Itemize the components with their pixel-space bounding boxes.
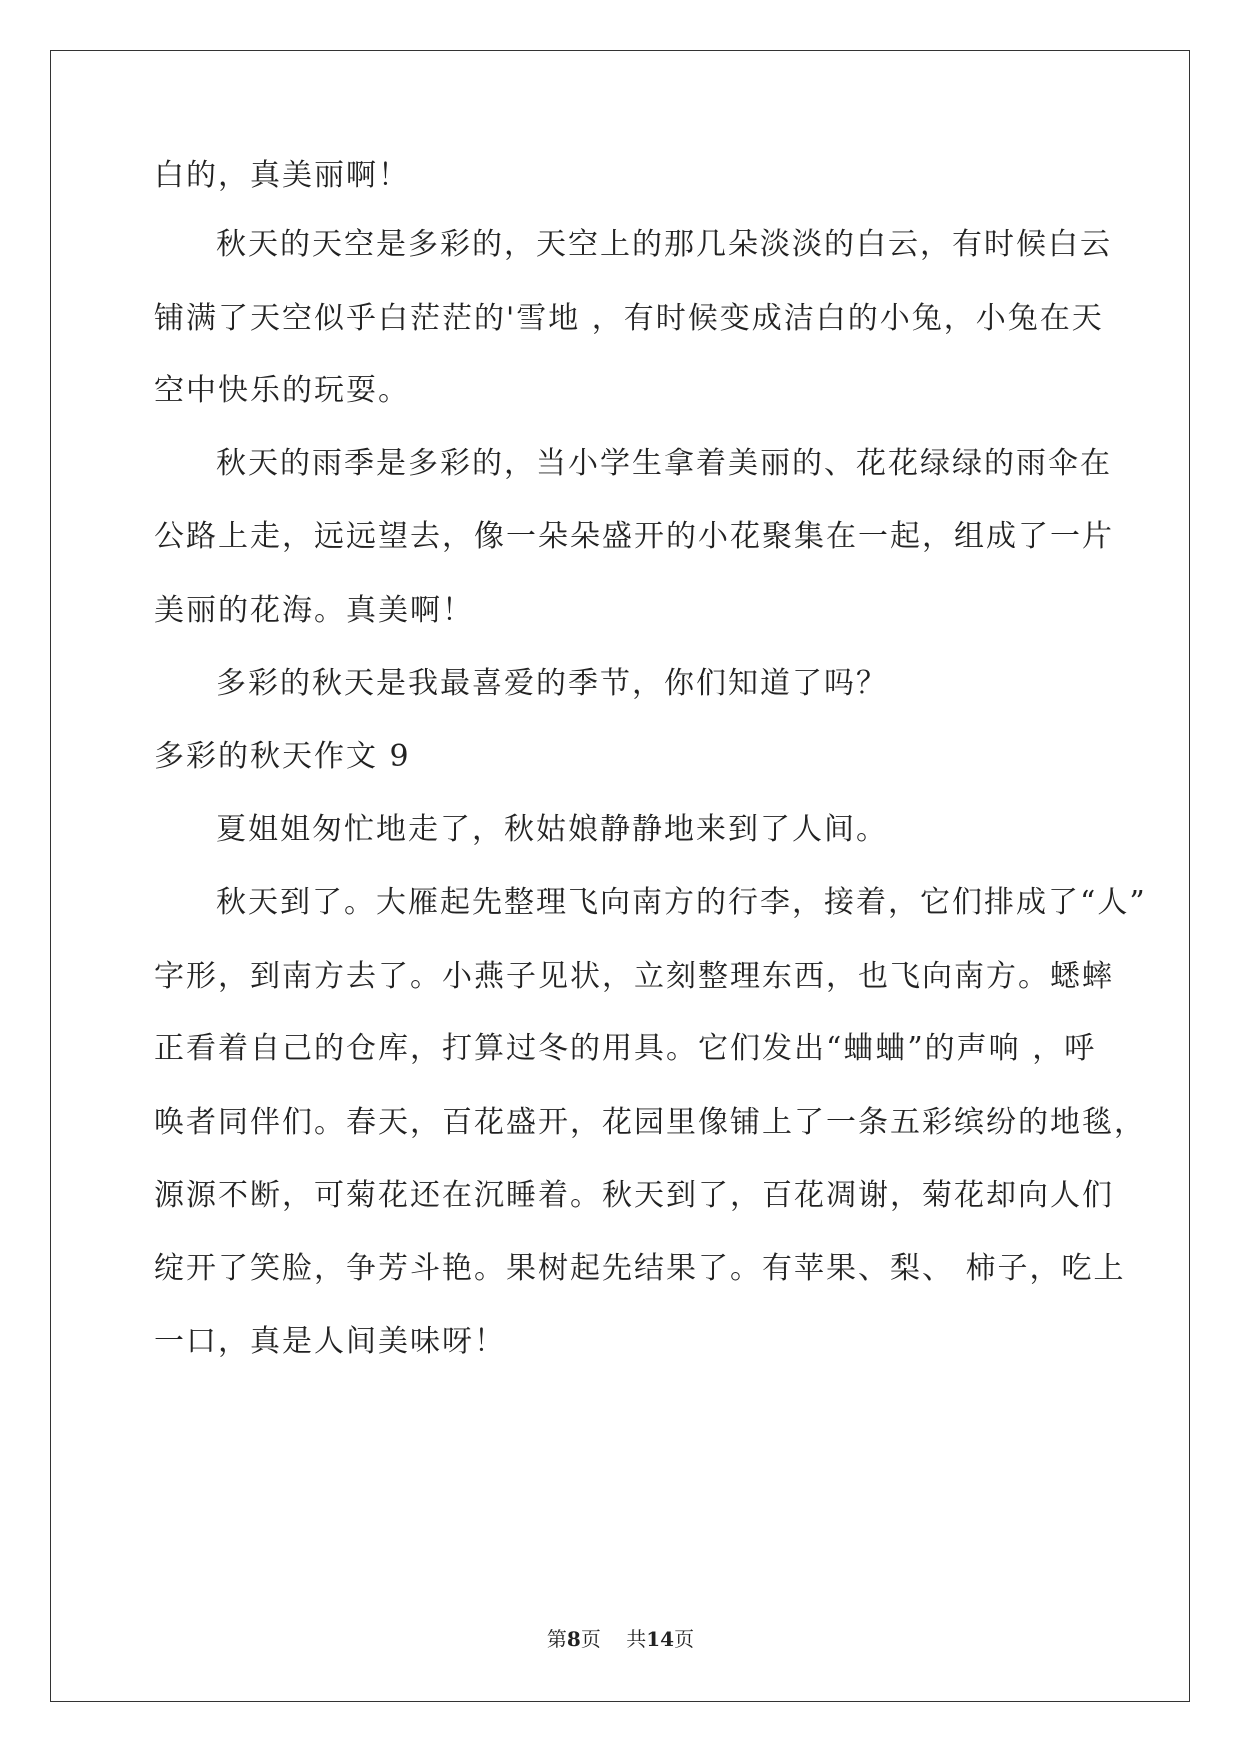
page-number: 8 — [566, 1627, 581, 1651]
total-pages-suffix: 页 — [674, 1627, 695, 1651]
text-line: 绽开了笑脸，争芳斗艳。果树起先结果了。有苹果、梨、 柿子，吃上 — [154, 1251, 1126, 1286]
text-line: 多彩的秋天是我最喜爱的季节，你们知道了吗？ — [216, 666, 888, 701]
text-line: 秋天到了。大雁起先整理飞向南方的行李，接着，它们排成了“人” — [216, 885, 1147, 920]
text-line: 白的，真美丽啊！ — [154, 158, 410, 193]
text-line: 秋天的天空是多彩的，天空上的那几朵淡淡的白云，有时候白云 — [216, 227, 1112, 262]
text-line: 空中快乐的玩耍。 — [154, 373, 410, 408]
text-line: 秋天的雨季是多彩的，当小学生拿着美丽的、花花绿绿的雨伞在 — [216, 446, 1112, 481]
text-line: 字形，到南方去了。小燕子见状，立刻整理东西，也飞向南方。蟋蟀 — [154, 959, 1114, 994]
text-line: 正看着自己的仓库，打算过冬的用具。它们发出“蛐蛐”的声响 ，呼 — [154, 1031, 1097, 1066]
text-line: 公路上走，远远望去，像一朵朵盛开的小花聚集在一起，组成了一片 — [154, 519, 1114, 554]
total-pages: 14 — [646, 1627, 675, 1651]
page-border — [50, 50, 1190, 1702]
text-line: 美丽的花海。真美啊！ — [154, 593, 474, 628]
page-footer — [0, 1627, 1241, 1651]
text-line: 唤者同伴们。春天，百花盛开，花园里像铺上了一条五彩缤纷的地毯， — [154, 1105, 1146, 1140]
text-line: 一口，真是人间美味呀！ — [154, 1324, 506, 1359]
text-line: 铺满了天空似乎白茫茫的'雪地 ，有时候变成洁白的小兔，小兔在天 — [154, 301, 1104, 336]
page-number-suffix: 页 — [580, 1627, 601, 1651]
text-line: 源源不断，可菊花还在沉睡着。秋天到了，百花凋谢，菊花却向人们 — [154, 1178, 1114, 1213]
section-heading: 多彩的秋天作文 9 — [154, 739, 411, 774]
page-number-prefix: 第 — [546, 1627, 567, 1651]
total-pages-prefix: 共 — [626, 1627, 647, 1651]
text-line: 夏姐姐匆忙地走了，秋姑娘静静地来到了人间。 — [216, 812, 888, 847]
